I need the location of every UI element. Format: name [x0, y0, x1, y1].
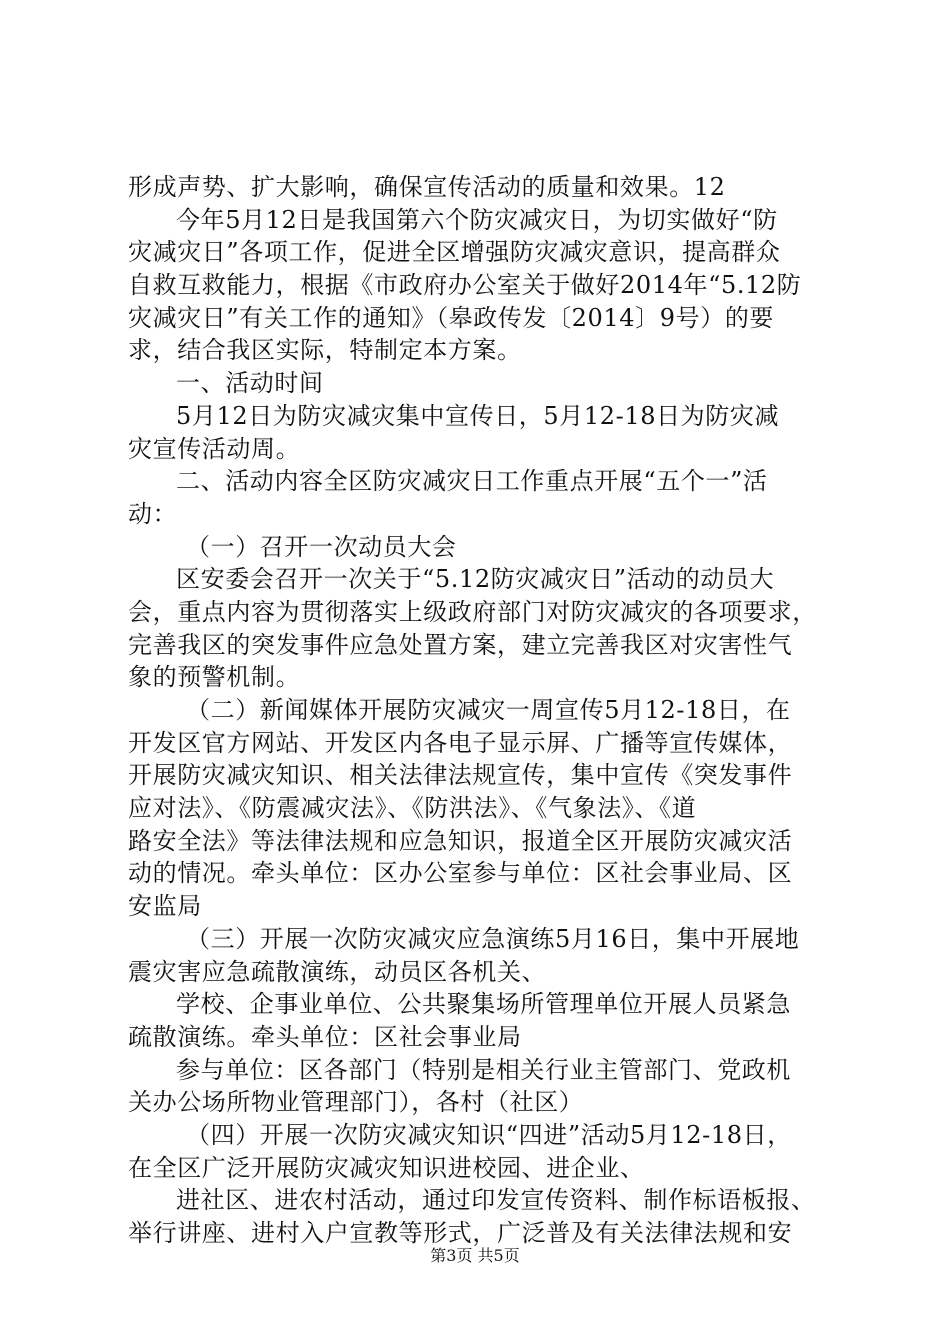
- text-line: 开发区官方网站、开发区内各电子显示屏、广播等宣传媒体，: [128, 728, 793, 757]
- text-line: 震灾害应急疏散演练，动员区各机关、: [128, 957, 547, 986]
- text-line: 开展防灾减灾知识、相关法律法规宣传，集中宣传《突发事件: [128, 761, 793, 790]
- text-line: 举行讲座、进村入户宣教等形式，广泛普及有关法律法规和安: [128, 1219, 793, 1247]
- text-line: 参与单位：区各部门（特别是相关行业主管部门、党政机: [176, 1055, 791, 1084]
- text-line: （三）开展一次防灾减灾应急演练5月16日，集中开展地: [186, 924, 800, 953]
- text-line: 进社区、进农村活动，通过印发宣传资料、制作标语板报、: [176, 1186, 816, 1215]
- text-line: 5月12日为防灾减灾集中宣传日，5月12-18日为防灾减: [176, 401, 780, 430]
- text-line: 灾宣传活动周。: [128, 434, 301, 463]
- text-line: （二）新闻媒体开展防灾减灾一周宣传5月12-18日，在: [186, 696, 791, 724]
- text-line: 动：: [128, 499, 178, 528]
- text-line: 路安全法》等法律法规和应急知识，报道全区开展防灾减灾活: [128, 826, 793, 855]
- text-line: 自救互救能力，根据《市政府办公室关于做好2014年“5.12防: [128, 271, 802, 300]
- text-line: 在全区广泛开展防灾减灾知识进校园、进企业、: [128, 1153, 645, 1182]
- text-line: 会，重点内容为贯彻落实上级政府部门对防灾减灾的各项要求，: [128, 597, 817, 626]
- text-line: 求，结合我区实际，特制定本方案。: [128, 336, 522, 365]
- text-line: 完善我区的突发事件应急处置方案，建立完善我区对灾害性气: [128, 630, 793, 659]
- text-line: 一、活动时间: [176, 369, 324, 398]
- text-line: 形成声势、扩大影响，确保宣传活动的质量和效果。12: [128, 173, 726, 201]
- text-line: 灾减灾日”有关工作的通知》（皋政传发〔2014〕9号）的要: [128, 303, 775, 332]
- text-line: 二、活动内容全区防灾减灾日工作重点开展“五个一”活: [176, 467, 768, 496]
- text-line: 学校、企事业单位、公共聚集场所管理单位开展人员紧急: [176, 990, 791, 1019]
- text-line: （四）开展一次防灾减灾知识“四进”活动5月12-18日，: [186, 1120, 792, 1149]
- text-line: 安监局: [128, 892, 202, 921]
- page-footer: 第3页 共5页: [430, 1246, 520, 1265]
- text-line: 关办公场所物业管理部门），各村（社区）: [128, 1088, 584, 1117]
- text-line: 灾减灾日”各项工作，促进全区增强防灾减灾意识，提高群众: [128, 238, 781, 267]
- text-line: 应对法》、《防震减灾法》、《防洪法》、《气象法》、《道: [128, 794, 697, 823]
- text-line: 象的预警机制。: [128, 663, 301, 692]
- text-line: 疏散演练。牵头单位：区社会事业局: [128, 1022, 522, 1051]
- text-line: （一）召开一次动员大会: [186, 532, 457, 561]
- text-line: 动的情况。牵头单位：区办公室参与单位：区社会事业局、区: [128, 859, 793, 888]
- text-line: 今年5月12日是我国第六个防灾减灾日，为切实做好“防: [176, 205, 778, 234]
- text-line: 区安委会召开一次关于“5.12防灾减灾日”活动的动员大: [176, 565, 775, 594]
- document-body: [128, 171, 834, 1250]
